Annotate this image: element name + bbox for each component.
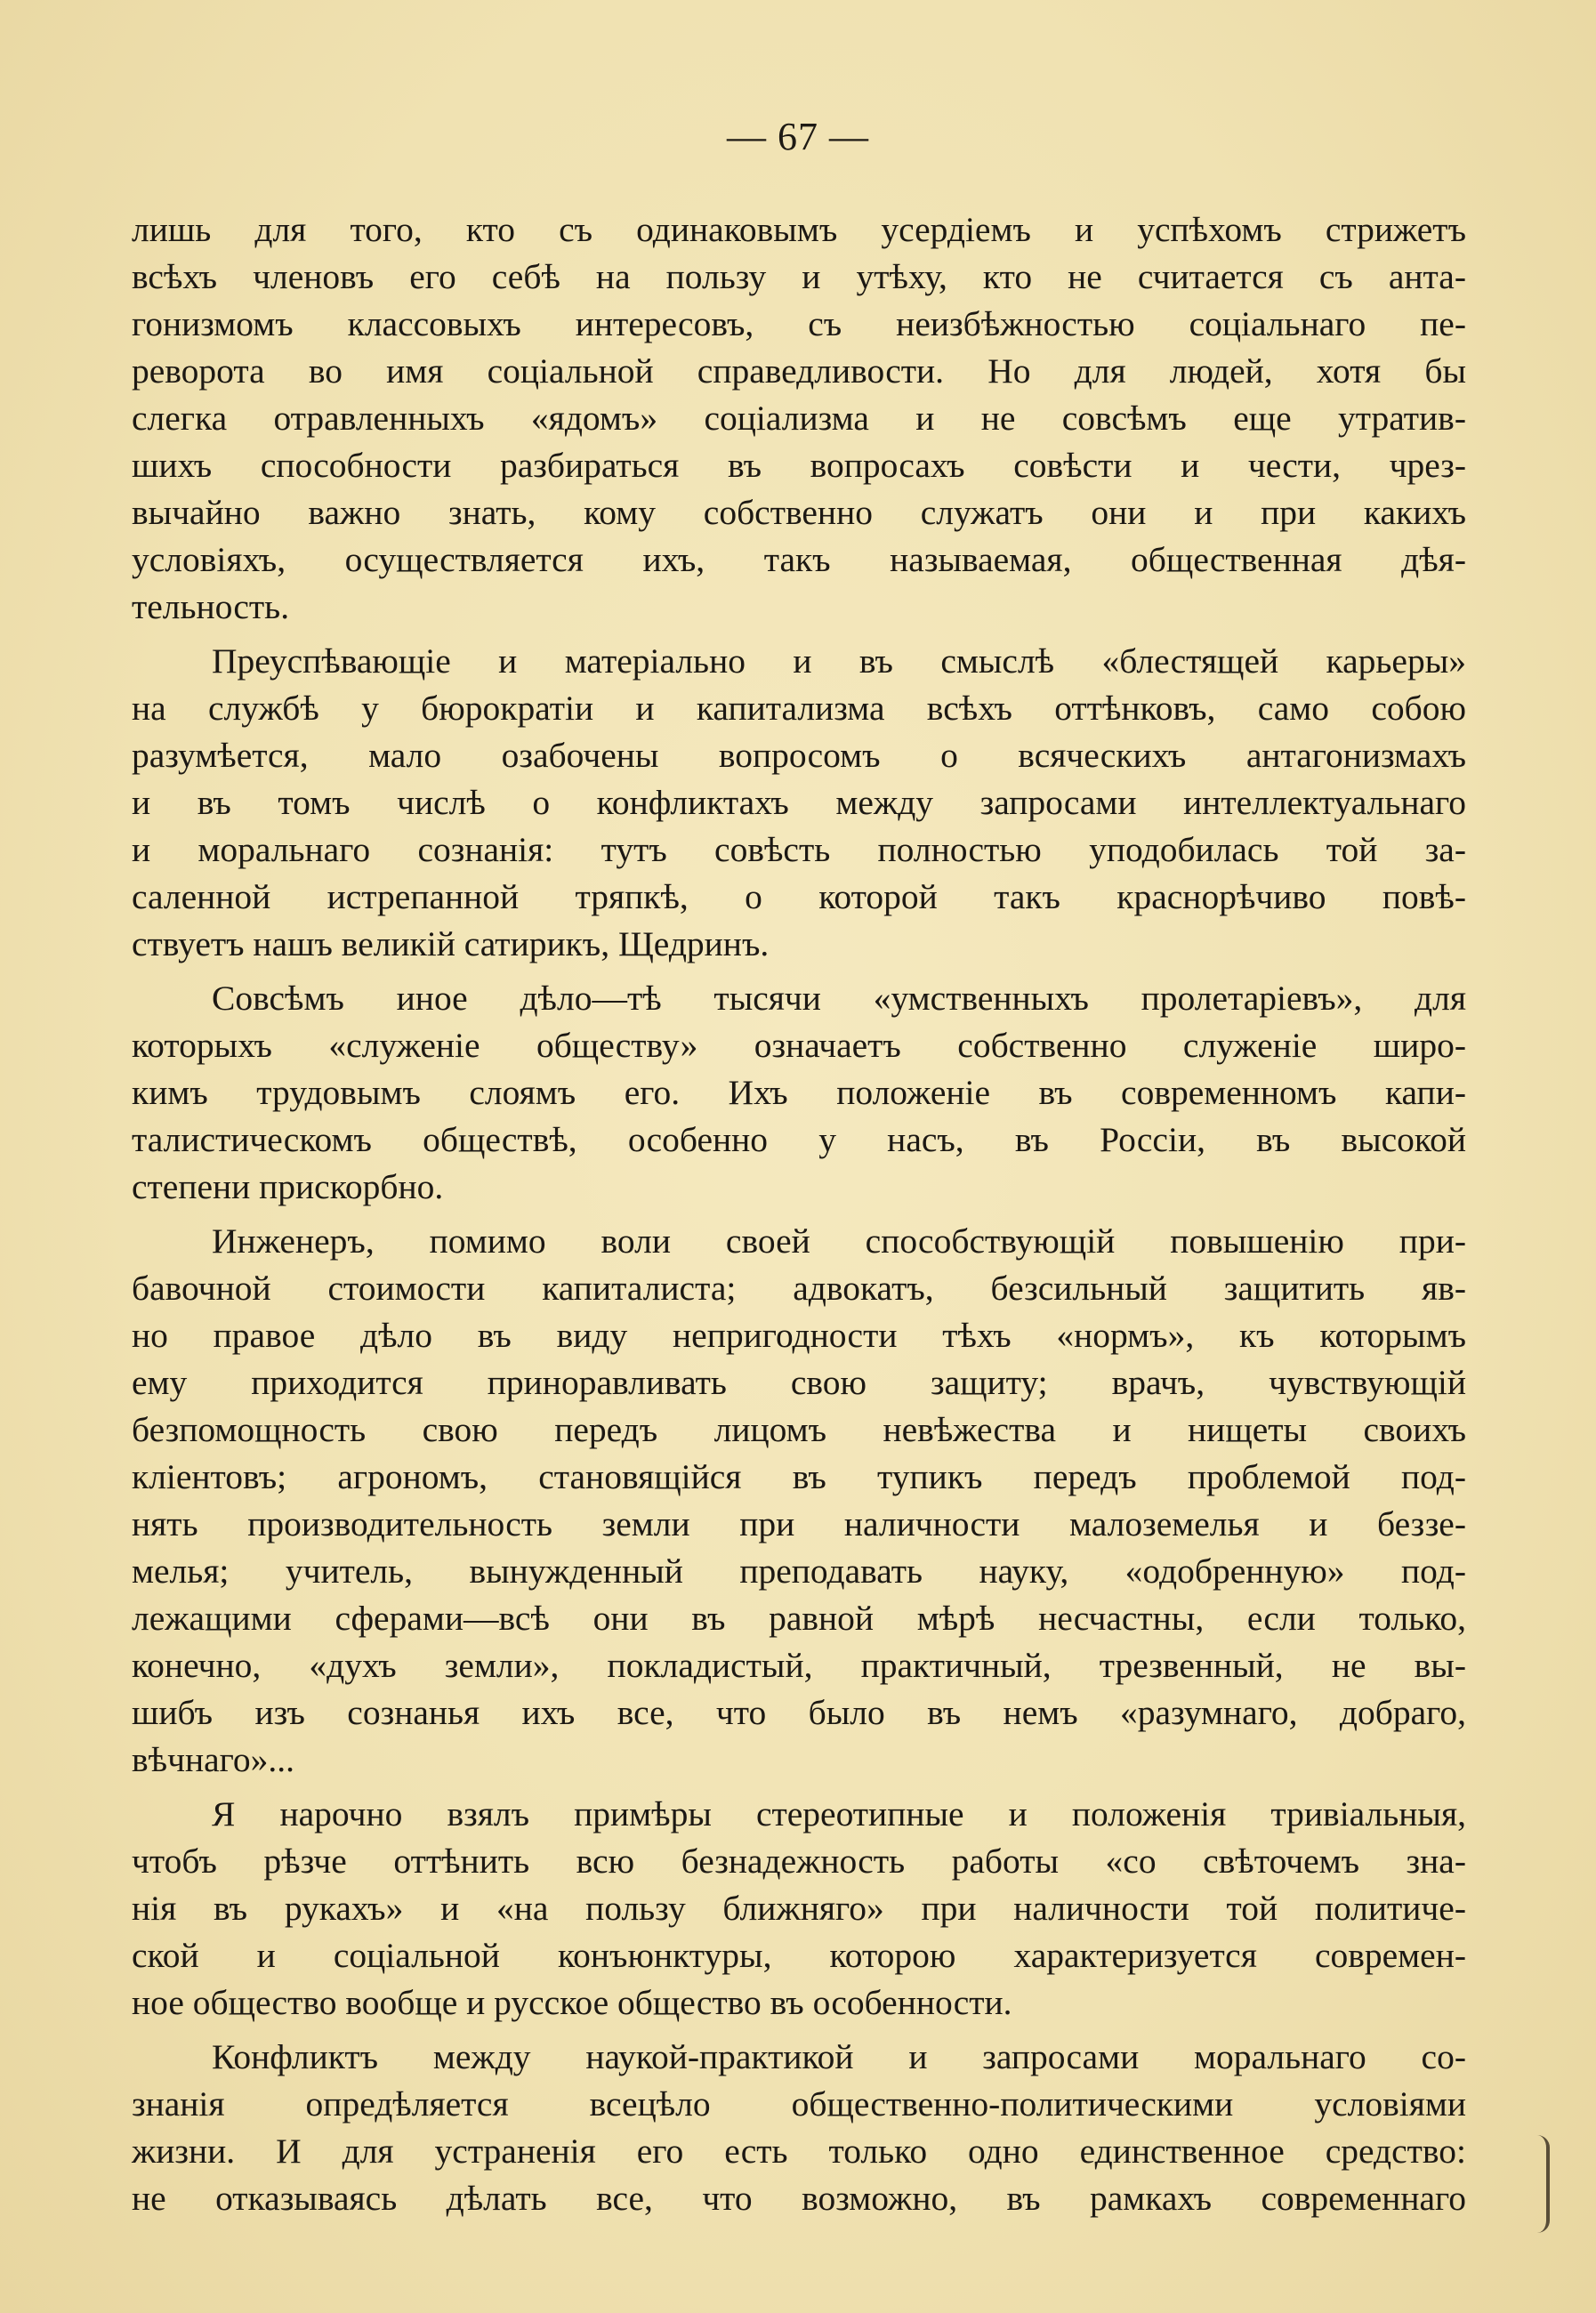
text-line: лишь для того, кто съ одинаковымъ усердіемъ и успѣхомъ стрижетъ xyxy=(132,210,1466,249)
text-line: конечно, «духъ земли», покладистый, практичный, трезвенный, не вы- xyxy=(132,1646,1466,1685)
bracket-mark xyxy=(1537,2135,1550,2233)
text-line: шибъ изъ сознанья ихъ все, что было въ немъ «разумнаго, добраго, xyxy=(132,1693,1466,1732)
text-line: знанія опредѣляется всецѣло общественно-политическими условіями xyxy=(132,2084,1466,2124)
text-line: ской и соціальной конъюнктуры, которою характеризуется современ- xyxy=(132,1936,1466,1975)
text-line: и моральнаго сознанія: тутъ совѣсть полностью уподобилась той за- xyxy=(132,830,1466,869)
text-line: всѣхъ членовъ его себѣ на пользу и утѣху, кто не считается съ анта- xyxy=(132,257,1466,296)
text-line: Инженеръ, помимо воли своей способствующій повышенію при- xyxy=(212,1221,1466,1261)
text-line: бавочной стоимости капиталиста; адвокатъ, безсильный защитить яв- xyxy=(132,1269,1466,1308)
paragraph-gap xyxy=(132,1784,1466,1791)
text-line: нія въ рукахъ» и «на пользу ближняго» при наличности той политиче- xyxy=(132,1889,1466,1928)
text-line: условіяхъ, осуществляется ихъ, такъ называемая, общественная дѣя- xyxy=(132,540,1466,579)
text-line: не отказываясь дѣлать все, что возможно, въ рамкахъ современнаго xyxy=(132,2179,1466,2218)
text-line: саленной истрепанной тряпкѣ, о которой такъ краснорѣчиво повѣ- xyxy=(132,877,1466,916)
text-line: нять производительность земли при наличности малоземелья и беззе- xyxy=(132,1504,1466,1543)
text-line: жизни. И для устраненія его есть только одно единственное средство: xyxy=(132,2132,1466,2171)
text-line: безпомощность свою передъ лицомъ невѣжества и нищеты своихъ xyxy=(132,1410,1466,1449)
paragraph-gap xyxy=(132,968,1466,975)
paragraph-gap xyxy=(132,1211,1466,1218)
text-line: Конфликтъ между наукой-практикой и запросами моральнаго со- xyxy=(212,2037,1466,2076)
text-line: Я нарочно взялъ примѣры стереотипные и положенія тривіальныя, xyxy=(212,1794,1466,1833)
text-line: которыхъ «служеніе обществу» означаетъ собственно служеніе широ- xyxy=(132,1026,1466,1065)
text-line: слегка отравленныхъ «ядомъ» соціализма и не совсѣмъ еще утратив- xyxy=(132,399,1466,438)
text-line: вычайно важно знать, кому собственно служатъ они и при какихъ xyxy=(132,493,1466,532)
paragraph-gap xyxy=(132,2027,1466,2034)
text-line: Преуспѣвающіе и матеріально и въ смыслѣ «блестящей карьеры» xyxy=(212,641,1466,681)
text-line: тельность. xyxy=(132,587,290,626)
text-line: степени прискорбно. xyxy=(132,1167,444,1206)
text-line: Совсѣмъ иное дѣло—тѣ тысячи «умственныхъ пролетаріевъ», для xyxy=(212,979,1466,1018)
text-line: ему приходится приноравливать свою защиту; врачъ, чувствующій xyxy=(132,1363,1466,1402)
paragraph-gap xyxy=(132,631,1466,638)
text-line: шихъ способности разбираться въ вопросахъ совѣсти и чести, чрез- xyxy=(132,446,1466,485)
text-line: талистическомъ обществѣ, особенно у насъ, въ Россіи, въ высокой xyxy=(132,1120,1466,1159)
text-line: мелья; учитель, вынужденный преподавать науку, «одобренную» под- xyxy=(132,1551,1466,1591)
text-line: реворота во имя соціальной справедливости. Но для людей, хотя бы xyxy=(132,351,1466,391)
text-line: гонизмомъ классовыхъ интересовъ, съ неизбѣжностью соціальнаго пе- xyxy=(132,304,1466,343)
text-line: лежащими сферами—всѣ они въ равной мѣрѣ несчастны, если только, xyxy=(132,1599,1466,1638)
text-line: ствуетъ нашъ великій сатирикъ, Щедринъ. xyxy=(132,924,770,963)
text-line: и въ томъ числѣ о конфликтахъ между запросами интеллектуальнаго xyxy=(132,783,1466,822)
page-number: — 67 — xyxy=(727,115,869,158)
text-line: но правое дѣло въ виду непригодности тѣхъ «нормъ», къ которымъ xyxy=(132,1316,1466,1355)
text-line: разумѣется, мало озабочены вопросомъ о всяческихъ антагонизмахъ xyxy=(132,736,1466,775)
text-line: вѣчнаго»... xyxy=(132,1740,294,1779)
text-line: ное общество вообще и русское общество въ особенности. xyxy=(132,1983,1012,2022)
text-line: чтобъ рѣзче оттѣнить всю безнадежность работы «со свѣточемъ зна- xyxy=(132,1842,1466,1881)
text-line: кліентовъ; агрономъ, становящійся въ тупикъ передъ проблемой под- xyxy=(132,1457,1466,1496)
text-line: кимъ трудовымъ слоямъ его. Ихъ положеніе въ современномъ капи- xyxy=(132,1073,1466,1112)
text-line: на службѣ у бюрократіи и капитализма всѣхъ оттѣнковъ, само собою xyxy=(132,689,1466,728)
body-text xyxy=(132,206,1466,2222)
